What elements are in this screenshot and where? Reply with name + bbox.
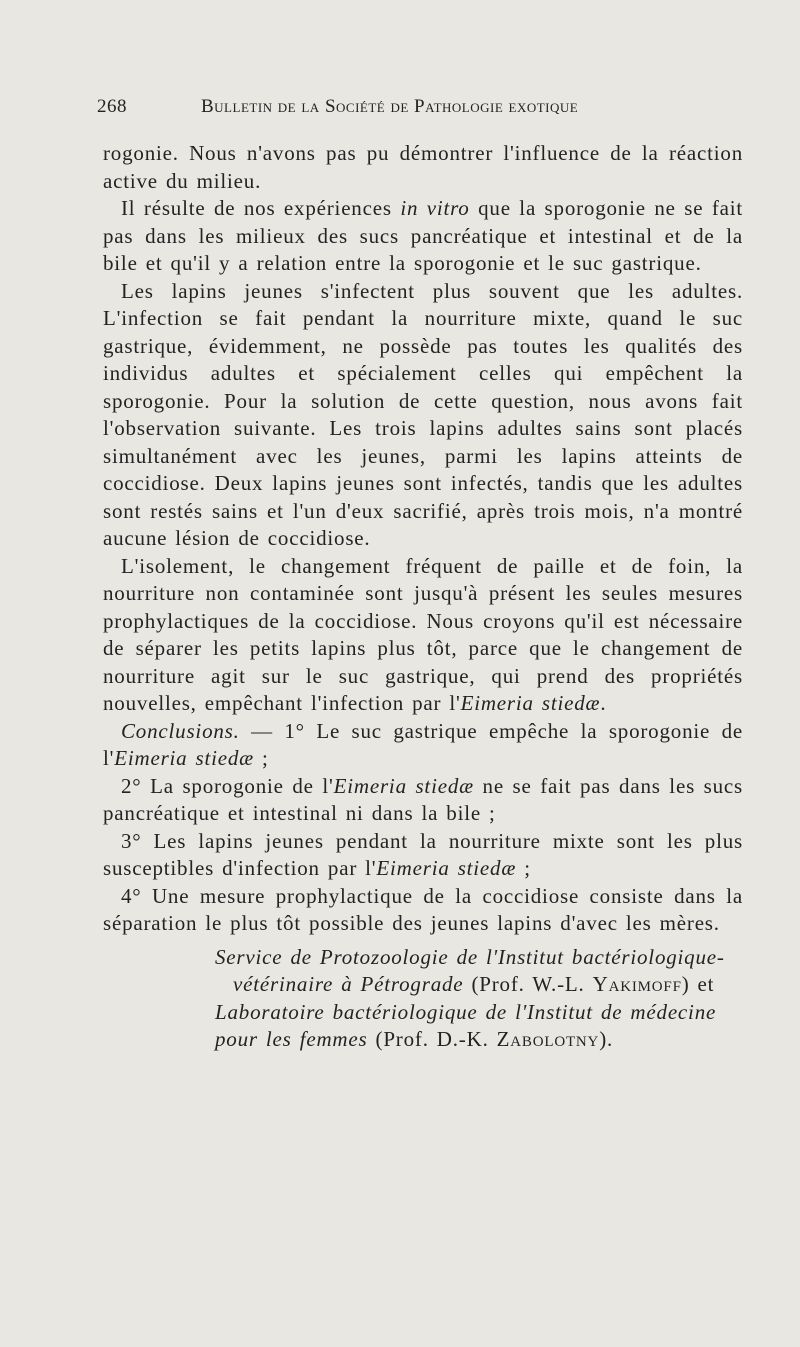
running-header	[97, 96, 657, 126]
paragraph	[103, 195, 743, 278]
paragraph-text: L'isolement, le changement fréquent de paille et de foin, la nourriture non contaminée sont jusqu'à présent les seules mesures prophylactiques de la coccidiose. Nous croyons qu'il est nécessaire de séparer les petits lapins plus tôt, parce que le changement de nourriture agit sur le suc gastrique, qui prend des propriétés nouvelles, empêchant l'infection par l'	[103, 553, 743, 715]
paragraph	[103, 553, 743, 718]
conclusions-heading: Conclusions.	[121, 718, 240, 743]
affiliation-line: vétérinaire à Pétrograde (Prof. W.-L. Yakimoff) et	[233, 972, 715, 996]
paragraph-text: rogonie. Nous n'avons pas pu démontrer l'influence de la réaction active du milieu.	[103, 141, 743, 193]
conclusion-item: 3° Les lapins jeunes pendant la nourriture mixte sont les plus susceptibles d'infection par l'Eimeria stiedæ ;	[103, 828, 743, 880]
affiliation-line: pour les femmes (Prof. D.-K. Zabolotny).	[215, 1027, 614, 1051]
conclusion-item: 4° Une mesure prophylactique de la coccidiose consiste dans la séparation le plus tôt possible des jeunes lapins d'avec les mères.	[103, 883, 743, 935]
italic-term: Eimeria stiedæ	[460, 691, 601, 715]
italic-term: in vitro	[400, 196, 470, 220]
body-text	[103, 140, 743, 1054]
paragraph-text: que la sporogonie ne se fait pas dans les milieux des sucs pancréatique et intestinal et de la bile et qu'il y a relation entre la sporogonie et le suc gastrique.	[103, 196, 744, 275]
italic-term: Eimeria stiedæ	[333, 773, 474, 798]
author-name: Zabolotny	[496, 1027, 600, 1051]
paragraph	[103, 278, 743, 553]
paragraph-text: Les lapins jeunes s'infectent plus souvent que les adultes. L'infection se fait pendant la nourriture mixte, quand le suc gastrique, évidemment, ne possède pas toutes les qualités des individus adultes et spécialement celles qui empêchent la sporogonie. Pour la solution de cette question, nous avons fait l'observation suivante. Les trois lapins adultes sains sont placés simultanément avec les jeunes, parmi les lapins atteints de coccidiose. Deux lapins jeunes sont infectés, tandis que les adultes sont restés sains et l'un d'eux sacrifié, après trois mois, n'a montré aucune lésion de coccidiose.	[103, 278, 743, 550]
affiliation-line: Laboratoire bactériologique de l'Institut de médecine	[215, 999, 717, 1024]
author-name: Yakimoff	[592, 972, 682, 996]
page-number: 268	[97, 96, 127, 117]
journal-title: Bulletin de la Société de Pathologie exotique	[201, 96, 579, 117]
affiliation-signature	[215, 944, 743, 1054]
italic-term: Eimeria stiedæ	[114, 746, 254, 770]
paragraph-text: Il résulte de nos expériences	[121, 196, 401, 220]
conclusion-item: 2° La sporogonie de l'Eimeria stiedæ ne se fait pas dans les sucs pancréatique et intestinal ni dans la bile ;	[103, 773, 744, 825]
paragraph	[103, 140, 743, 195]
paragraph-text: .	[600, 691, 607, 715]
italic-term: Eimeria stiedæ	[376, 856, 517, 880]
affiliation-line: Service de Protozoologie de l'Institut bactériologique-	[215, 944, 725, 969]
conclusion-item: Conclusions. — 1° Le suc gastrique empêche la sporogonie de l'Eimeria stiedæ ;	[103, 718, 743, 770]
